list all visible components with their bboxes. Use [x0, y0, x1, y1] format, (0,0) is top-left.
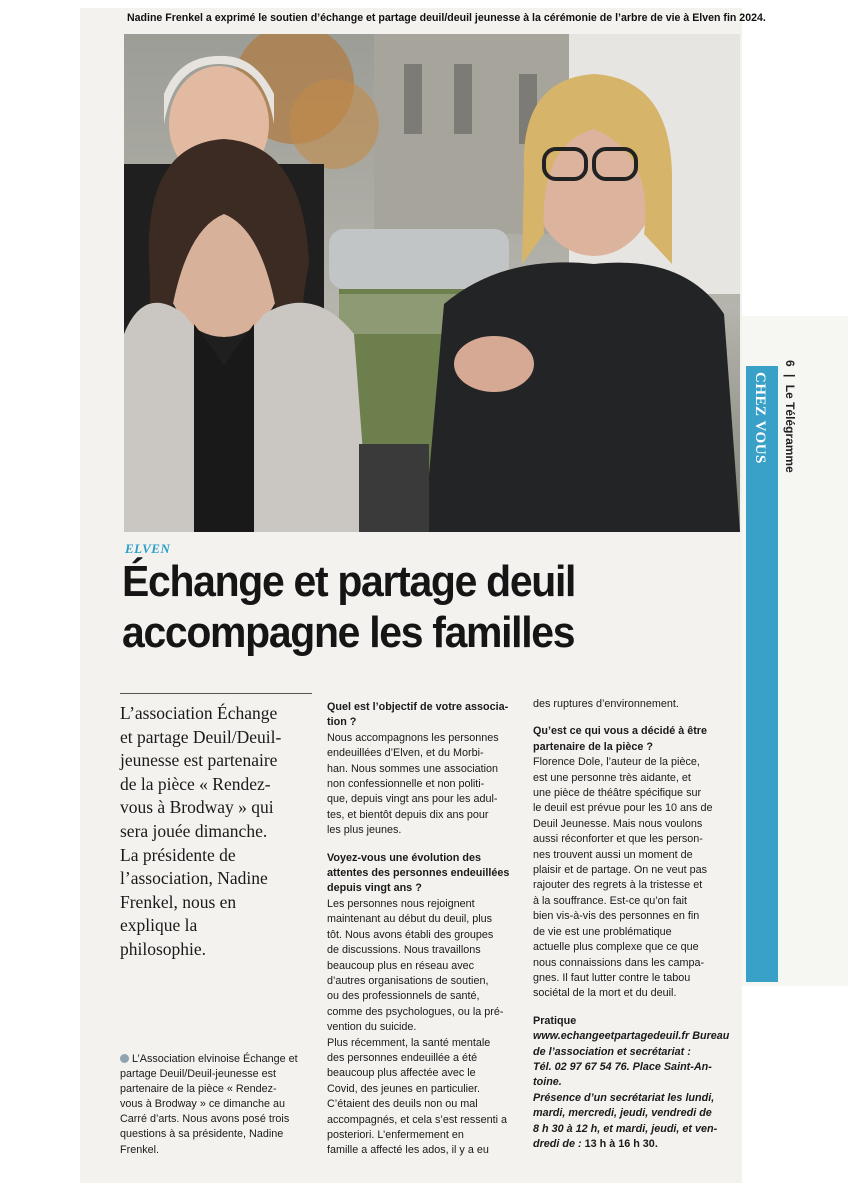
answer-3-line: sociétal de la mort et du deuil. [533, 987, 677, 1000]
note-line: Carré d’arts. Nous avons posé trois [120, 1113, 290, 1126]
rubric-label: CHEZ VOUS [752, 372, 768, 464]
section-label: ELVEN [125, 541, 171, 556]
answer-2-line: beaucoup plus affectée avec le [327, 1067, 476, 1080]
article-photo [124, 34, 740, 532]
question-2: attentes des personnes endeuillées [327, 867, 510, 880]
note-line: questions à sa présidente, Nadine [120, 1128, 284, 1141]
pratique-contact-line: www.echangeetpartagedeuil.fr Bureau [533, 1030, 730, 1043]
answer-3-line: Deuil Jeunesse. Mais nous voulons [533, 817, 703, 830]
answer-3-line: nes trouvent aussi un moment de [533, 848, 693, 861]
answer-3-line: le deuil est prévue pour les 10 ans de [533, 802, 713, 815]
answer-3-line: actuelle plus complexe que ce que [533, 941, 699, 954]
answer-3-line: Florence Dole, l’auteur de la pièce, [533, 756, 700, 769]
answer-1-line: han. Nous sommes une association [327, 762, 499, 775]
note-line: partenaire de la pièce « Rendez- [120, 1083, 277, 1096]
answer-2-line: des personnes endeuillée a été [327, 1051, 478, 1064]
answer-2-continuation: des ruptures d’environnement. [533, 698, 679, 710]
intro-line: explique la [120, 915, 198, 936]
answer-2-line: comme des psychologues, ou la pré- [327, 1005, 504, 1018]
bullet-icon [120, 1054, 129, 1063]
answer-3-line: nous connaissions dans les campa- [533, 956, 705, 969]
headline [122, 556, 699, 658]
question-3: Qu’est ce qui vous a décidé à être [533, 725, 708, 738]
note-line: Frenkel. [120, 1143, 160, 1156]
question-3: partenaire de la pièce ? [533, 740, 654, 753]
intro-line: et partage Deuil/Deuil- [120, 726, 282, 747]
newspaper-name: Le Télégramme [783, 384, 797, 473]
pratique-contact-line: toine. [533, 1076, 562, 1089]
question-2: Voyez-vous une évolution des [327, 851, 481, 864]
photo-illustration [124, 34, 740, 532]
note-line: vous à Brodway » ce dimanche au [120, 1098, 286, 1111]
photo-caption: Nadine Frenkel a exprimé le soutien d’échange et partage deuil/deuil jeunesse à la cérémonie de l’arbre de vie à Elven fin 2024. [127, 12, 766, 24]
answer-3-line: bien vis-à-vis des personnes en fin [533, 910, 700, 923]
answer-3-line: gnes. Il faut lutter contre le tabou [533, 971, 691, 984]
answer-3-line: une pièce de théâtre spécifique sur [533, 787, 702, 800]
answer-2-line: famille a affecté les ados, il y a eu [327, 1144, 489, 1157]
answer-2-line: vention du suicide. [327, 1021, 417, 1034]
answer-3-line: rajouter des regrets à la tristesse et [533, 879, 703, 892]
intro-line: La présidente de [120, 844, 236, 865]
pratique-hours-time: 13 h à 16 h 30. [584, 1137, 658, 1150]
pratique-hours-line: 8 h 30 à 12 h, et mardi, jeudi, et ven- [533, 1122, 718, 1135]
article-column-right [533, 697, 733, 1152]
answer-2-line: tôt. Nous avons établi des groupes [327, 928, 494, 941]
answer-2-line: accompagnés, et cela s’est ressenti a [327, 1113, 508, 1126]
pratique-hours-line: dredi de : [533, 1137, 585, 1150]
answer-1-line: les plus jeunes. [327, 824, 402, 837]
pratique-contact-line: de l’association et secrétariat : [533, 1045, 691, 1058]
intro-line: L’association Échange [120, 703, 278, 723]
headline-line: Échange et partage deuil [122, 557, 576, 606]
answer-3-line: est une personne très aidante, et [533, 771, 691, 784]
intro-line: Frenkel, nous en [120, 891, 237, 912]
intro-line: l’association, Nadine [120, 868, 268, 889]
answer-2-line: posteriori. L’enfermement en [327, 1128, 464, 1141]
intro-line: jeunesse est partenaire [120, 750, 278, 771]
question-1: tion ? [327, 716, 357, 729]
answer-2-line: maintenant au début du deuil, plus [327, 913, 493, 926]
question-1: Quel est l’objectif de votre associa- [327, 701, 509, 713]
answer-1-line: tes, et bientôt depuis dix ans pour [327, 808, 489, 821]
answer-2-line: de discussions. Nous travaillons [327, 944, 481, 957]
intro-line: vous à Brodway » qui [120, 797, 274, 818]
answer-1-line: endeuillées d’Elven, et du Morbi- [327, 747, 484, 760]
answer-1-line: que, depuis vingt ans pour les adul- [327, 793, 498, 806]
answer-1-line: non confessionnelle et non politi- [327, 778, 485, 791]
answer-2-line: ou des professionnels de santé, [327, 990, 480, 1003]
pratique-hours-line: mardi, mercredi, jeudi, vendredi de [533, 1107, 712, 1120]
intro-paragraph [120, 702, 316, 962]
intro-line: sera jouée dimanche. [120, 820, 268, 841]
pratique-title: Pratique [533, 1014, 577, 1027]
intro-line: de la pièce « Rendez- [120, 773, 271, 794]
page-number: 6 [783, 360, 797, 367]
answer-2-line: beaucoup plus en réseau avec [327, 959, 475, 972]
headline-line: accompagne les familles [122, 608, 575, 657]
intro-divider [120, 693, 312, 694]
answer-2-line: Covid, des jeunes en particulier. [327, 1082, 481, 1095]
article-column-middle [327, 700, 521, 1159]
answer-2-line: Les personnes nous rejoignent [327, 897, 475, 910]
answer-2-line: Plus récemment, la santé mentale [327, 1036, 491, 1049]
page-folio [783, 360, 797, 473]
answer-3-line: de vie est une problématique [533, 925, 672, 938]
answer-2-line: C’étaient des deuils non ou mal [327, 1098, 478, 1111]
note-line: L’Association elvinoise Échange et [132, 1053, 298, 1065]
pratique-hours-line: Présence d’un secrétariat les lundi, [533, 1091, 715, 1104]
folio-separator: | [783, 374, 797, 378]
answer-3-line: aussi réconforter et que les person- [533, 833, 703, 846]
answer-2-line: d’autres organisations de soutien, [327, 974, 489, 987]
answer-1-line: Nous accompagnons les personnes [327, 731, 499, 744]
question-2: depuis vingt ans ? [327, 882, 422, 895]
pratique-contact-line: Tél. 02 97 67 54 76. Place Saint-An- [533, 1060, 712, 1073]
note-line: partage Deuil/Deuil-jeunesse est [120, 1068, 277, 1081]
answer-3-line: plaisir et de partage. On ne veut pas [533, 864, 708, 877]
context-note [120, 1052, 316, 1158]
intro-line: philosophie. [120, 938, 207, 959]
answer-3-line: à la souffrance. Est-ce qu’on fait [533, 894, 688, 907]
